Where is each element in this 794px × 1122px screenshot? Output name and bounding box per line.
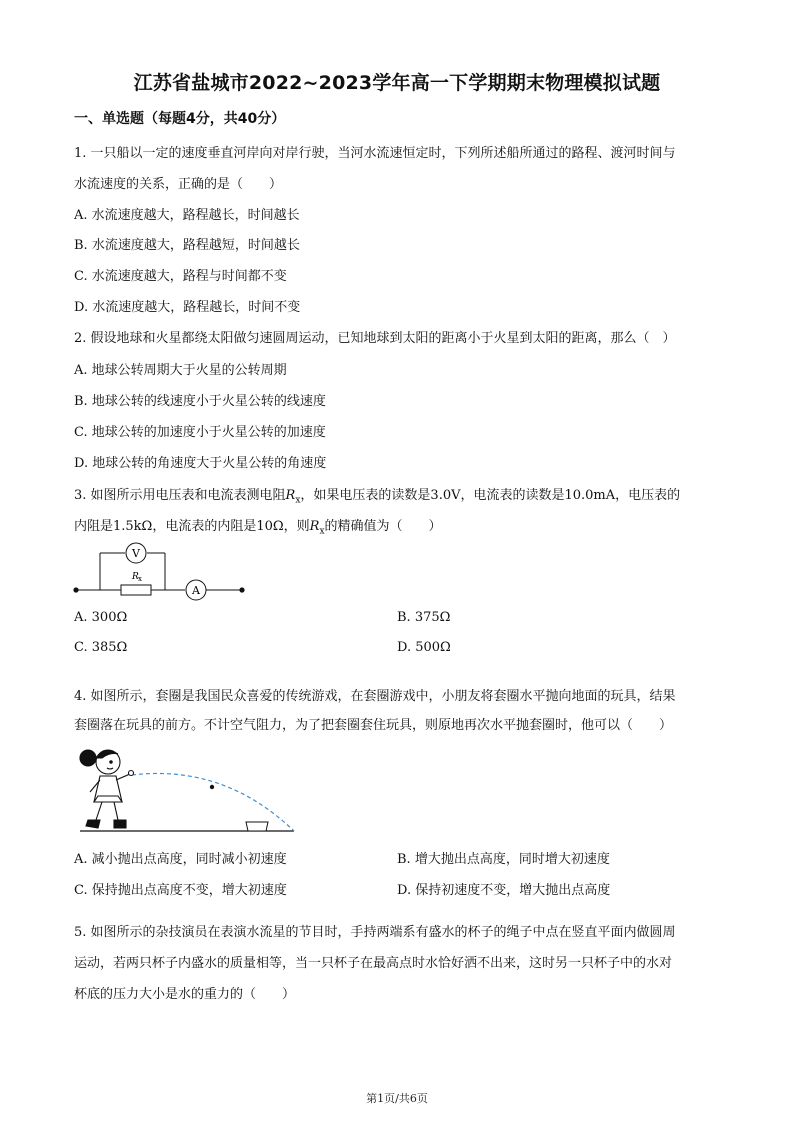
question-3-line-1-start: 3. 如图所示用电压表和电流表测电阻 (74, 488, 286, 503)
resistor-label-subscript: x (138, 575, 142, 583)
question-1-line-2: 水流速度的关系，正确的是（ ） (74, 177, 283, 192)
question-5-line-1: 5. 如图所示的杂技演员在表演水流星的节目时，手持两端系有盛水的杯子的绳子中点在竖直平面内做圆周 (74, 925, 676, 940)
page-footer: 第1页/共6页 (366, 1092, 428, 1105)
trajectory-curve (132, 773, 294, 831)
question-4-line-2: 套圈落在玩具的前方。不计空气阻力，为了把套圈套住玩具，则原地再次水平抛套圈时，他可以（ ） (74, 718, 673, 733)
question-3-line-1-end: ，如果电压表的读数是3.0V，电流表的读数是10.0mA，电压表的 (300, 488, 681, 503)
girl-icon (80, 750, 134, 828)
page-title: 江苏省盐城市2022~2023学年高一下学期期末物理模拟试题 (133, 72, 661, 94)
circuit-diagram (70, 538, 260, 604)
question-5-line-3: 杯底的压力大小是水的重力的（ ） (74, 987, 296, 1002)
question-3-line-2-start: 内阻是1.5kΩ，电流表的内阻是10Ω，则 (74, 519, 310, 534)
resistor-rx (121, 585, 151, 595)
toy-icon (246, 822, 268, 831)
resistor-subscript: x (295, 495, 301, 506)
terminal-right (239, 587, 244, 592)
question-3-option-a: A. 300Ω (74, 610, 128, 625)
question-2-line-1: 2. 假设地球和火星都绕太阳做匀速圆周运动，已知地球到太阳的距离小于火星到太阳的距离，那么（ ） (74, 331, 676, 346)
question-1-option-d: D. 水流速度越大，路程越长，时间不变 (74, 300, 301, 315)
ring-point (210, 785, 214, 789)
question-5-line-2: 运动，若两只杯子内盛水的质量相等，当一只杯子在最高点时水恰好洒不出来，这时另一只杯子中的水对 (74, 956, 673, 971)
question-2-option-c: C. 地球公转的加速度小于火星公转的加速度 (74, 425, 326, 440)
question-4-option-b: B. 增大抛出点高度，同时增大初速度 (397, 852, 610, 867)
question-3-option-b: B. 375Ω (397, 610, 451, 625)
question-1-option-c: C. 水流速度越大，路程与时间都不变 (74, 269, 287, 284)
resistor-label: R (132, 572, 139, 582)
question-4-option-a: A. 减小抛出点高度，同时减小初速度 (74, 852, 287, 867)
question-2-option-d: D. 地球公转的角速度大于火星公转的角速度 (74, 456, 327, 471)
resistor-subscript: x (319, 526, 325, 537)
terminal-left (73, 587, 78, 592)
question-4-line-1: 4. 如图所示，套圈是我国民众喜爱的传统游戏，在套圈游戏中，小朋友将套圈水平抛向地面的玩具，结果 (74, 689, 676, 704)
question-3-line-1 (74, 484, 680, 506)
question-3-line-2-end: 的精确值为（ ） (324, 519, 442, 534)
ring-toss-diagram (74, 740, 304, 836)
question-1-line-1: 1. 一只船以一定的速度垂直河岸向对岸行驶，当河水流速恒定时，下列所述船所通过的路程、渡河时间与 (74, 146, 676, 161)
question-4-option-d: D. 保持初速度不变，增大抛出点高度 (397, 883, 611, 898)
resistor-symbol: R (285, 488, 296, 503)
question-3-option-c: C. 385Ω (74, 640, 128, 655)
question-1-option-b: B. 水流速度越大，路程越短，时间越长 (74, 238, 300, 253)
section-heading: 一、单选题（每题4分，共40分） (74, 111, 286, 127)
question-2-option-b: B. 地球公转的线速度小于火星公转的线速度 (74, 394, 326, 409)
question-4-option-c: C. 保持抛出点高度不变，增大初速度 (74, 883, 287, 898)
resistor-symbol: R (309, 519, 320, 534)
question-3-option-d: D. 500Ω (397, 640, 451, 655)
question-2-option-a: A. 地球公转周期大于火星的公转周期 (74, 363, 287, 378)
ammeter-label: A (192, 584, 200, 597)
question-3-line-2 (74, 515, 442, 537)
voltmeter-label: V (132, 547, 140, 560)
question-1-option-a: A. 水流速度越大，路程越长，时间越长 (74, 208, 300, 223)
